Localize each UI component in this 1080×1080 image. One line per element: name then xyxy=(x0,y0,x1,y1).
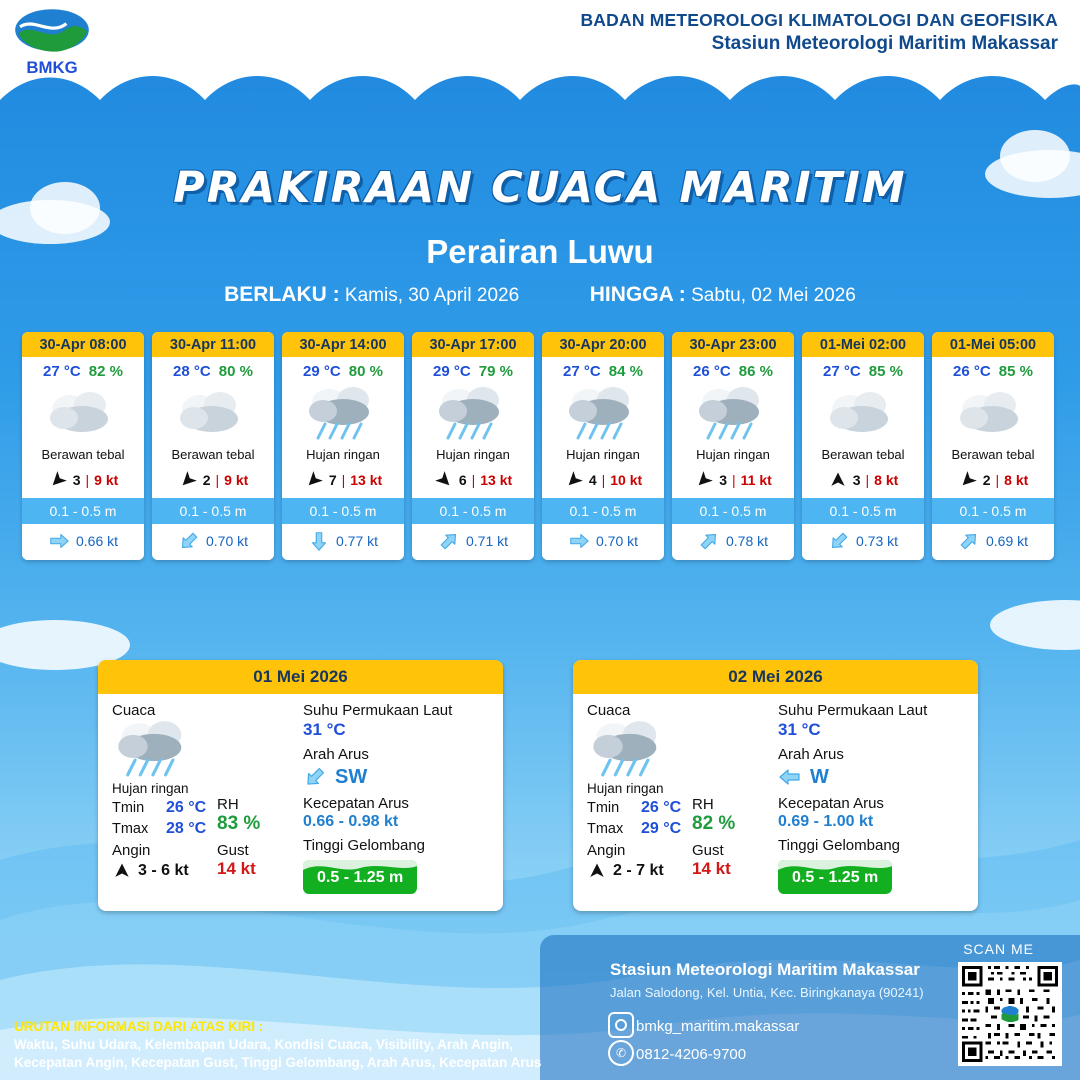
hourly-temp-rh xyxy=(802,357,924,382)
hourly-wind-value: 2 xyxy=(202,472,211,488)
hourly-weather-icon xyxy=(282,382,404,444)
current-speed-value: 0.66 - 0.98 kt xyxy=(303,813,399,830)
tmin-label: Tmin xyxy=(112,800,145,816)
valid-until-value: Sabtu, 02 Mei 2026 xyxy=(691,285,856,306)
wind-direction-arrow-icon xyxy=(828,470,848,490)
hourly-time: 30-Apr 17:00 xyxy=(412,332,534,357)
tmax-value: 28 °C xyxy=(166,820,207,837)
wind-direction-arrow-icon xyxy=(958,470,978,490)
legend-title: URUTAN INFORMASI DARI ATAS KIRI : xyxy=(14,1019,264,1034)
hourly-wave-height: 0.1 - 0.5 m xyxy=(802,498,924,524)
hourly-temperature: 28 °C xyxy=(173,363,211,380)
hourly-humidity: 80 % xyxy=(218,363,253,380)
daily-date: 01 Mei 2026 xyxy=(98,660,503,694)
current-direction-arrow-icon xyxy=(438,530,460,552)
organization-name: BADAN METEOROLOGI KLIMATOLOGI DAN GEOFISIKA xyxy=(580,10,1058,30)
tmin-value: 26 °C xyxy=(166,799,207,816)
hourly-wind-separator: | xyxy=(865,472,870,488)
hourly-temp-rh xyxy=(412,357,534,382)
hourly-wave-height: 0.1 - 0.5 m xyxy=(152,498,274,524)
hourly-gust-value: 13 kt xyxy=(480,472,513,488)
hourly-gust-value: 8 kt xyxy=(874,472,899,488)
daily-weather-label: Cuaca xyxy=(112,702,156,719)
hourly-card xyxy=(672,332,794,560)
hourly-temp-rh xyxy=(152,357,274,382)
sst-label: Suhu Permukaan Laut xyxy=(303,702,453,719)
wave-label: Tinggi Gelombang xyxy=(303,837,426,854)
daily-weather-label: Cuaca xyxy=(587,702,631,719)
hourly-weather-icon xyxy=(152,382,274,444)
hourly-temp-rh xyxy=(542,357,664,382)
hourly-weather-icon xyxy=(802,382,924,444)
hourly-temperature: 27 °C xyxy=(823,363,861,380)
hourly-current xyxy=(412,524,534,560)
hourly-current xyxy=(802,524,924,560)
hourly-condition: Hujan ringan xyxy=(436,447,510,462)
cloud-decoration xyxy=(990,600,1080,650)
hourly-gust-value: 8 kt xyxy=(1004,472,1029,488)
hourly-current-speed: 0.71 kt xyxy=(465,533,509,549)
svg-text:BMKG: BMKG xyxy=(26,58,78,78)
hourly-condition: Berawan tebal xyxy=(951,447,1035,462)
hourly-wind-separator: | xyxy=(732,472,736,488)
hourly-card xyxy=(932,332,1054,560)
wind-value: 2 - 7 kt xyxy=(613,862,664,879)
cloudy-icon xyxy=(174,385,252,441)
hourly-wave-height: 0.1 - 0.5 m xyxy=(412,498,534,524)
hourly-temp-rh xyxy=(672,357,794,382)
footer-station: Stasiun Meteorologi Maritim Makassar xyxy=(610,960,920,979)
wind-direction-arrow-icon xyxy=(178,470,198,490)
hourly-humidity: 80 % xyxy=(348,363,383,380)
current-direction-arrow-icon xyxy=(958,530,980,552)
sst-label: Suhu Permukaan Laut xyxy=(778,702,928,719)
daily-date: 02 Mei 2026 xyxy=(573,660,978,694)
hourly-weather-icon xyxy=(412,382,534,444)
hourly-humidity: 85 % xyxy=(868,363,903,380)
current-direction-arrow-icon xyxy=(303,765,327,789)
current-direction-arrow-icon xyxy=(308,530,330,552)
current-direction-arrow-icon xyxy=(778,765,802,789)
hourly-wind-separator: | xyxy=(471,472,476,488)
hourly-card xyxy=(22,332,144,560)
hourly-weather-icon xyxy=(542,382,664,444)
hourly-condition: Hujan ringan xyxy=(566,447,640,462)
phone-icon: ✆ xyxy=(608,1040,634,1066)
daily-condition: Hujan ringan xyxy=(112,781,189,796)
wind-value: 3 - 6 kt xyxy=(138,862,189,879)
rain-icon xyxy=(587,716,671,781)
wave-label: Tinggi Gelombang xyxy=(778,837,901,854)
hourly-wind-separator: | xyxy=(601,472,606,488)
hourly-current-speed: 0.73 kt xyxy=(855,533,899,549)
hourly-wind-value: 4 xyxy=(588,472,597,488)
footer-instagram[interactable]: bmkg_maritim.makassar xyxy=(636,1018,800,1035)
hourly-current xyxy=(152,524,274,560)
hourly-card xyxy=(412,332,534,560)
hourly-wind-separator: | xyxy=(341,472,346,488)
hourly-temp-rh xyxy=(22,357,144,382)
wind-direction-arrow-icon xyxy=(112,861,132,881)
rh-value: 82 % xyxy=(692,813,736,834)
hourly-forecast-list xyxy=(22,332,1062,560)
region-title: Perairan Luwu xyxy=(426,233,654,270)
hourly-wind xyxy=(802,470,924,498)
hourly-temperature: 29 °C xyxy=(303,363,341,380)
current-direction-arrow-icon xyxy=(828,530,850,552)
hourly-wind xyxy=(542,470,664,498)
validity-row xyxy=(0,283,1080,307)
hourly-condition: Berawan tebal xyxy=(171,447,255,462)
hourly-weather-icon xyxy=(22,382,144,444)
sst-value: 31 °C xyxy=(778,720,821,739)
hourly-current xyxy=(542,524,664,560)
current-dir-label: Arah Arus xyxy=(778,746,844,763)
cloudy-icon xyxy=(954,385,1032,441)
current-speed-value: 0.69 - 1.00 kt xyxy=(778,813,874,830)
hourly-wind xyxy=(152,470,274,498)
scan-me-label: SCAN ME xyxy=(963,941,1034,957)
hourly-wave-height: 0.1 - 0.5 m xyxy=(282,498,404,524)
hourly-current xyxy=(672,524,794,560)
hourly-current-speed: 0.70 kt xyxy=(205,533,249,549)
wind-direction-arrow-icon xyxy=(48,470,68,490)
hourly-wind xyxy=(412,470,534,498)
legend-line-2: Kecepatan Angin, Kecepatan Gust, Tinggi Gelombang, Arah Arus, Kecepatan Arus xyxy=(14,1055,542,1070)
rain-icon xyxy=(693,382,773,444)
hourly-weather-icon xyxy=(932,382,1054,444)
hourly-time: 30-Apr 11:00 xyxy=(152,332,274,357)
hourly-wave-height: 0.1 - 0.5 m xyxy=(542,498,664,524)
hourly-time: 30-Apr 23:00 xyxy=(672,332,794,357)
hourly-wind xyxy=(672,470,794,498)
tmax-label: Tmax xyxy=(112,821,149,837)
valid-from-label: BERLAKU : xyxy=(224,283,340,306)
daily-card xyxy=(573,660,978,911)
hourly-condition: Hujan ringan xyxy=(696,447,770,462)
gust-value: 14 kt xyxy=(217,859,256,878)
hourly-card xyxy=(152,332,274,560)
wind-label: Angin xyxy=(112,842,151,859)
hourly-card xyxy=(802,332,924,560)
tmin-label: Tmin xyxy=(587,800,620,816)
hourly-condition: Hujan ringan xyxy=(306,447,380,462)
hourly-wind-value: 3 xyxy=(719,472,727,488)
current-speed-label: Kecepatan Arus xyxy=(778,795,884,812)
hourly-wind xyxy=(22,470,144,498)
wind-direction-arrow-icon xyxy=(694,470,714,490)
hourly-temp-rh xyxy=(282,357,404,382)
current-direction-arrow-icon xyxy=(698,530,720,552)
current-dir-value: SW xyxy=(335,765,368,788)
footer-phone[interactable]: 0812-4206-9700 xyxy=(636,1046,747,1063)
gust-label: Gust xyxy=(217,842,249,859)
hourly-time: 01-Mei 05:00 xyxy=(932,332,1054,357)
hourly-gust-value: 9 kt xyxy=(224,472,249,488)
hourly-condition: Berawan tebal xyxy=(41,447,125,462)
gust-label: Gust xyxy=(692,842,724,859)
rh-label: RH xyxy=(217,796,239,813)
daily-weather-icon xyxy=(112,719,297,779)
hourly-wave-height: 0.1 - 0.5 m xyxy=(672,498,794,524)
qr-code[interactable] xyxy=(958,962,1062,1066)
current-direction-arrow-icon xyxy=(48,530,70,552)
wave-value: 0.5 - 1.25 m xyxy=(317,869,404,886)
hourly-time: 01-Mei 02:00 xyxy=(802,332,924,357)
valid-from-value: Kamis, 30 April 2026 xyxy=(344,285,520,306)
hourly-card xyxy=(282,332,404,560)
legend-block xyxy=(14,1018,541,1072)
rh-label: RH xyxy=(692,796,714,813)
hourly-temperature: 27 °C xyxy=(563,363,601,380)
cloudy-icon xyxy=(824,385,902,441)
hourly-gust-value: 11 kt xyxy=(740,472,772,488)
instagram-icon xyxy=(608,1012,634,1038)
wind-direction-arrow-icon xyxy=(587,861,607,881)
hourly-temp-rh xyxy=(932,357,1054,382)
hourly-wind-value: 6 xyxy=(458,472,467,488)
hourly-current-speed: 0.77 kt xyxy=(335,533,379,549)
sst-value: 31 °C xyxy=(303,720,346,739)
page-footer xyxy=(0,935,1080,1080)
rain-icon xyxy=(563,382,643,444)
valid-until-label: HINGGA : xyxy=(589,283,686,306)
daily-card xyxy=(98,660,503,911)
hourly-gust-value: 9 kt xyxy=(94,472,119,488)
hourly-current xyxy=(932,524,1054,560)
wave-value: 0.5 - 1.25 m xyxy=(792,869,879,886)
daily-forecast-list xyxy=(98,660,978,911)
current-direction-arrow-icon xyxy=(568,530,590,552)
wave-badge xyxy=(303,860,417,894)
hourly-time: 30-Apr 08:00 xyxy=(22,332,144,357)
tmin-value: 26 °C xyxy=(641,799,682,816)
daily-condition: Hujan ringan xyxy=(587,781,664,796)
hourly-time: 30-Apr 14:00 xyxy=(282,332,404,357)
hourly-temperature: 26 °C xyxy=(953,363,991,380)
hourly-card xyxy=(542,332,664,560)
cloudy-icon xyxy=(44,385,122,441)
hourly-wind-separator: | xyxy=(995,472,1000,488)
hourly-wind-separator: | xyxy=(85,472,90,488)
tmax-label: Tmax xyxy=(587,821,624,837)
hourly-wind xyxy=(282,470,404,498)
rain-icon xyxy=(433,382,513,444)
wave-badge xyxy=(778,860,892,894)
hourly-gust-value: 10 kt xyxy=(610,472,643,488)
rain-icon xyxy=(112,716,196,781)
current-speed-label: Kecepatan Arus xyxy=(303,795,409,812)
hourly-wind xyxy=(932,470,1054,498)
footer-address: Jalan Salodong, Kel. Untia, Kec. Biringkanaya (90241) xyxy=(610,985,924,1000)
hourly-wind-value: 3 xyxy=(852,472,861,488)
hourly-weather-icon xyxy=(672,382,794,444)
hourly-wave-height: 0.1 - 0.5 m xyxy=(932,498,1054,524)
hourly-humidity: 85 % xyxy=(998,363,1033,380)
hourly-temperature: 26 °C xyxy=(693,363,731,380)
wind-direction-arrow-icon xyxy=(564,470,584,490)
wind-direction-arrow-icon xyxy=(304,470,324,490)
current-dir-label: Arah Arus xyxy=(303,746,369,763)
bmkg-logo xyxy=(12,6,92,86)
rain-icon xyxy=(303,382,383,444)
tmax-value: 29 °C xyxy=(641,820,682,837)
hourly-time: 30-Apr 20:00 xyxy=(542,332,664,357)
hourly-current-speed: 0.66 kt xyxy=(75,533,119,549)
daily-weather-icon xyxy=(587,719,772,779)
current-direction-arrow-icon xyxy=(178,530,200,552)
gust-value: 14 kt xyxy=(692,859,731,878)
hourly-current-speed: 0.78 kt xyxy=(725,533,769,549)
hourly-temperature: 27 °C xyxy=(43,363,81,380)
wind-label: Angin xyxy=(587,842,626,859)
hourly-current-speed: 0.69 kt xyxy=(985,533,1029,549)
hourly-humidity: 82 % xyxy=(88,363,123,380)
hourly-wind-separator: | xyxy=(215,472,220,488)
hourly-wind-value: 2 xyxy=(982,472,991,488)
hourly-humidity: 84 % xyxy=(608,363,643,380)
hourly-wind-value: 7 xyxy=(328,472,337,488)
wind-direction-arrow-icon xyxy=(434,470,454,490)
hourly-wind-value: 3 xyxy=(72,472,81,488)
hourly-current xyxy=(282,524,404,560)
hourly-temperature: 29 °C xyxy=(433,363,471,380)
hourly-current xyxy=(22,524,144,560)
hourly-condition: Berawan tebal xyxy=(821,447,905,462)
rh-value: 83 % xyxy=(217,813,261,834)
hourly-humidity: 86 % xyxy=(738,363,773,380)
hourly-humidity: 79 % xyxy=(478,363,513,380)
legend-line-1: Waktu, Suhu Udara, Kelembapan Udara, Kondisi Cuaca, Visibility, Arah Angin, xyxy=(14,1037,514,1052)
current-dir-value: W xyxy=(810,765,829,788)
hourly-wave-height: 0.1 - 0.5 m xyxy=(22,498,144,524)
page-title: PRAKIRAAN CUACA MARITIM xyxy=(173,163,907,213)
page-header xyxy=(0,0,1080,150)
hourly-gust-value: 13 kt xyxy=(350,472,383,488)
station-name: Stasiun Meteorologi Maritim Makassar xyxy=(711,33,1058,54)
hourly-current-speed: 0.70 kt xyxy=(595,533,639,549)
